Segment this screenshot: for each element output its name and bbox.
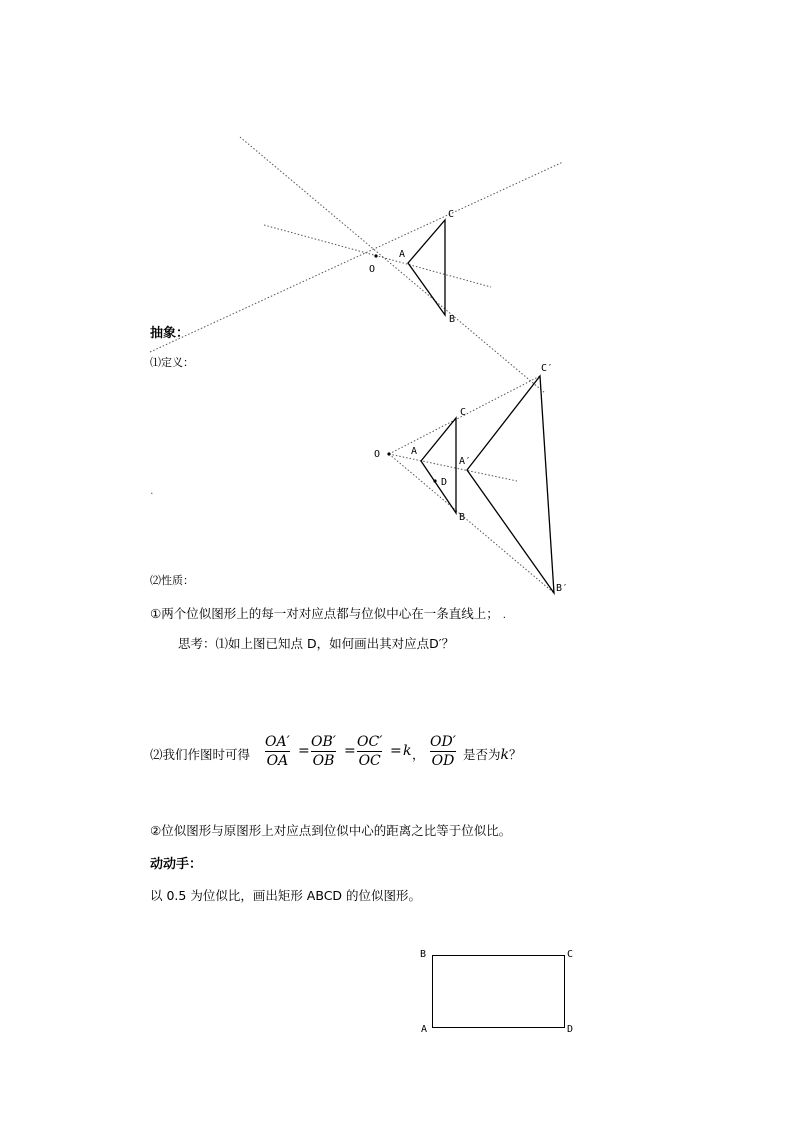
fraction-oa-denominator: OA: [266, 753, 289, 769]
definition-label: ⑴定义：: [150, 356, 194, 369]
fig2-label-c: C: [460, 407, 467, 418]
fig2-label-b: B: [459, 512, 466, 523]
fig1-point-o: [374, 254, 377, 257]
question-2-suffix: [463, 745, 522, 763]
property-1-dot: .: [502, 610, 506, 621]
fig2-label-a: A: [411, 446, 418, 457]
fig2-label-o: O: [374, 449, 381, 460]
fig1-label-c: C: [448, 209, 455, 220]
fraction-od: [430, 734, 456, 769]
fig2-label-d: D: [441, 477, 448, 488]
equals-sign-1: =: [298, 743, 310, 759]
property-1-text: [150, 604, 506, 622]
rect-label-c: C: [567, 949, 574, 960]
fraction-oa-bar: [265, 751, 290, 752]
fraction-ob-denominator: OB: [312, 753, 335, 769]
fraction-od-numerator: OD′: [430, 734, 456, 750]
fig1-label-o: O: [369, 264, 376, 275]
fig2-label-a-prime: A′: [459, 456, 472, 467]
property-label: ⑵性质：: [150, 574, 194, 587]
equals-sign-2: =: [344, 743, 356, 759]
fig1-ray-oc: [150, 162, 563, 352]
k-symbol: k: [403, 743, 412, 759]
fig2-label-b-prime: B′: [556, 583, 569, 594]
fraction-oc-numerator: OC′: [357, 734, 383, 750]
fig1-triangle-abc: [408, 220, 445, 315]
hands-on-heading: 动动手：: [150, 857, 203, 872]
rect-label-d: D: [567, 1024, 574, 1035]
property-1-sentence: ①两个位似图形上的每一对对应点都与位似中心在一条直线上；: [150, 606, 499, 621]
fraction-oa-numerator: OA′: [265, 734, 290, 750]
fraction-ob-numerator: OB′: [311, 734, 336, 750]
fraction-oc-bar: [357, 751, 382, 752]
abstract-heading: 抽象：: [150, 326, 190, 341]
fraction-ob: [311, 734, 336, 769]
fraction-od-denominator: OD: [431, 753, 455, 769]
rectangle-abcd: [432, 955, 565, 1028]
definition-dot: .: [150, 484, 154, 497]
fraction-od-bar: [430, 751, 456, 752]
fraction-oa: [265, 734, 290, 769]
fraction-oc: [357, 734, 382, 769]
rect-label-a: A: [421, 1024, 428, 1035]
fig2-label-c-prime: C′: [541, 363, 554, 374]
question-2-prefix: ⑵我们作图时可得: [150, 747, 251, 762]
fig1-ray-ob: [240, 137, 545, 393]
fraction-oc-denominator: OC: [358, 753, 381, 769]
fraction-ob-bar: [311, 751, 336, 752]
equals-sign-3: =: [390, 743, 402, 759]
task-text: 以 0.5 为位似比，画出矩形 ABCD 的位似图形。: [150, 888, 422, 903]
question-2-suffix-k: k: [500, 747, 509, 763]
rect-label-b: B: [420, 949, 427, 960]
comma: ，: [412, 747, 425, 762]
question-2-question-mark: ？: [509, 747, 522, 762]
property-2-text: ②位似图形与原图形上对应点到位似中心的距离之比等于位似比。: [150, 823, 512, 838]
fig1-label-b: B: [449, 314, 456, 325]
question-2-suffix-text: 是否为: [463, 747, 501, 762]
fig1-label-a: A: [399, 249, 406, 260]
think-question: 思考：⑴如上图已知点 D，如何画出其对应点D′？: [178, 636, 455, 651]
